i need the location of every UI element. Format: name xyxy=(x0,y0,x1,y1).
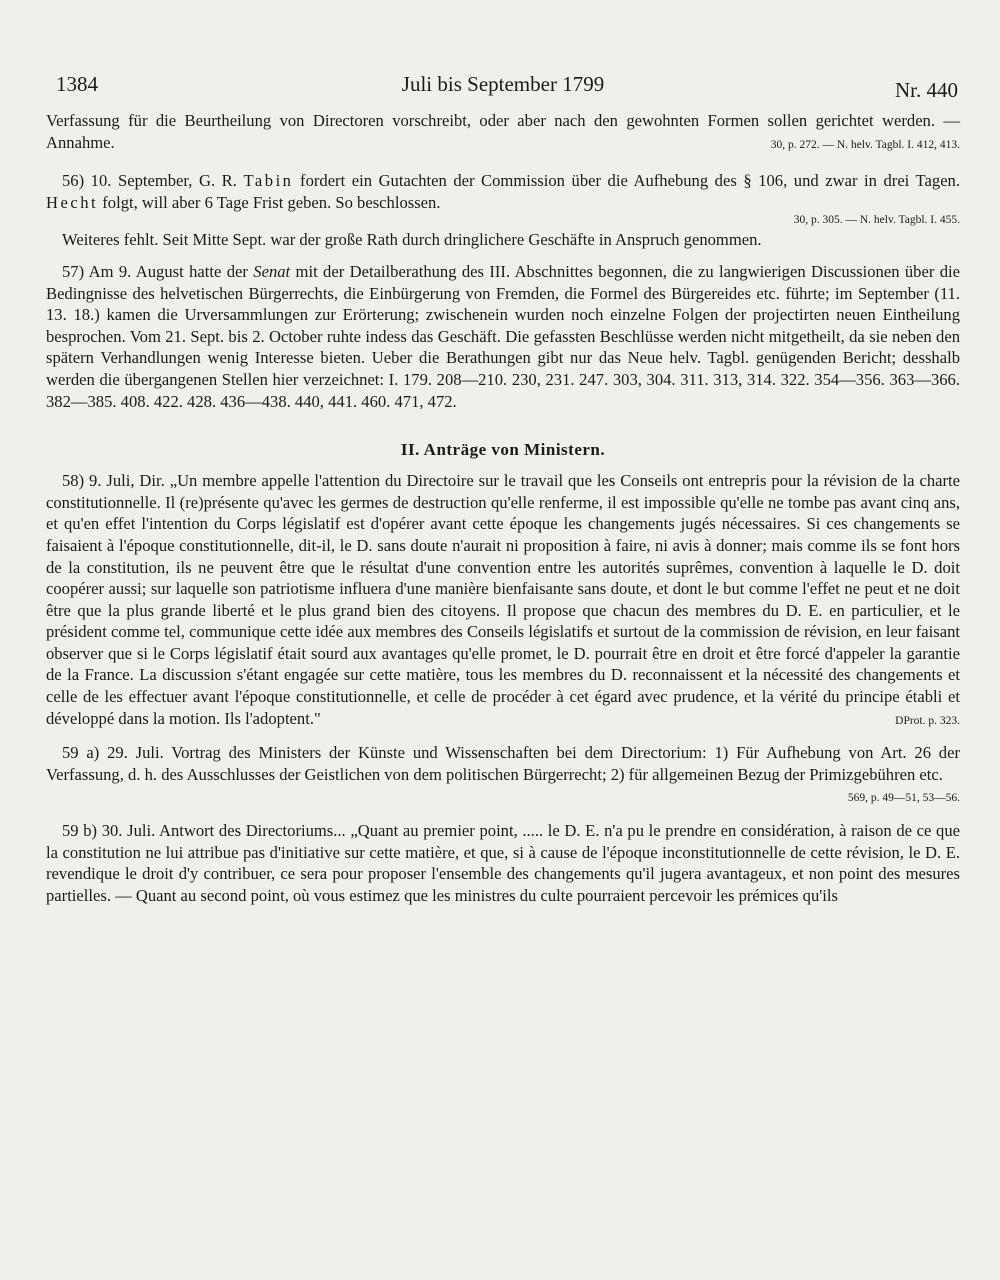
source-reference: 30, p. 272. — N. helv. Tagbl. I. 412, 413. xyxy=(770,138,960,151)
paragraph-text: Verfassung für die Beurtheilung von Directoren vorschreibt, oder aber nach den gewohnten Formen sollen gerichtet werden. — Annahme. xyxy=(46,111,960,152)
paragraph-lead: 57) Am 9. August hatte der xyxy=(62,261,248,281)
running-title: Juli bis September 1799 xyxy=(401,72,605,96)
paragraph-56 xyxy=(46,170,960,213)
source-reference: DProt. p. 323. xyxy=(895,714,960,727)
paragraph-weiteres xyxy=(46,229,960,251)
emphasis-senat: Senat xyxy=(253,261,291,281)
person-name: Hecht xyxy=(46,192,99,212)
paragraph-text: 58) 9. Juli, Dir. „Un membre appelle l'attention du Directoire sur le travail que les Conseils ont entrepris pour la révision de la charte constitutionnelle. Il (re)présente qu'avec les germes de destruction qu'elle renferme, il est impossible qu'elle ne tombe pas avant cinq ans, et qu'en effet l'intention du Corps législatif est d'opérer avant cette époque les changements jugés nécessaires. Si ces changements se faisaient à l'époque constitutionnelle, dit-il, le D. sans doute n'aurait ni proposition à faire, ni avis à donner; mais comme ils se font hors de la constitution, ils ne peuvent être que le résultat d'une convention entre les autorités suprêmes, convention à laquelle le D. doit coopérer aussi; sur laquelle son patriotisme influera d'une manière bienfaisante sans doute, et dont le but comme l'effet ne peut et ne doit être que la plus grande liberté et le plus grand bien des citoyens. Il propose que chacun des membres du D. E. en particulier, et le président comme tel, communique cette idée aux membres des Conseils législatifs et surtout de la commission de révision, en leur faisant observer que si le Corps législatif était sourd aux avantages qu'elle promet, le D. pourrait être en droit et être forcé d'appeler la garantie de la France. La discussion s'étant engagée sur cette matière, tous les membres du D. reconnaissent et la nécessité des changements et celle de les effectuer avant l'époque constitutionnelle, et celle de procéder à cet égard avec prudence, et la vérité du principe établi et développé dans la motion. Ils l'adoptent." xyxy=(46,471,960,728)
paragraph-continuation xyxy=(46,110,960,156)
person-name: Tabin xyxy=(243,171,294,191)
source-reference: 569, p. 49—51, 53—56. xyxy=(847,792,960,805)
source-reference: 30, p. 305. — N. helv. Tagbl. I. 455. xyxy=(793,214,960,227)
page-number: 1384 xyxy=(56,72,98,96)
document-number: Nr. 440 xyxy=(895,78,958,102)
paragraph-59b xyxy=(46,820,960,906)
paragraph-text: 59 a) 29. Juli. Vortrag des Ministers der Künste und Wissenschaften bei dem Directorium: 1) Für Aufhebung von Art. 26 der Verfassung, d. h. des Ausschlusses der Geistlichen von dem politischen Bürgerrecht; 2) für allgemeinen Bezug der Primizgebühren etc. xyxy=(46,743,960,784)
paragraph-text: 59 b) 30. Juli. Antwort des Directoriums... „Quant au premier point, ..... le D. E. n'a pu le prendre en considération, à raison de ce que la constitution ne lui attribue pas d'initiative sur cette matière, et que, si à cause de l'époque inconstitutionnelle de cette révision, le D. E. revendique le droit d'y contribuer, ce sera pour proposer l'ensemble des changements qu'il jugera avantageux, et non point des mesures partielles. — Quant au second point, où vous estimez que les ministres du culte pourraient percevoir les prémices qu'ils xyxy=(46,821,960,905)
page-header xyxy=(46,64,960,110)
paragraph-59a xyxy=(46,742,960,810)
paragraph-text: mit der Detailberathung des III. Abschnittes begonnen, die zu langwierigen Discussionen über die Bedingnisse des helvetischen Bürgerrechts, die Einbürgerung von Fremden, die Formel des Bürgereides etc. führte; im September (11. 13. 18.) kamen die Urversammlungen zur Erörterung; zwischenein wurden noch einzelne Folgen der projectirten neuen Eintheilung besprochen. Vom 21. Sept. bis 2. October ruhte indess das Geschäft. Die gefassten Beschlüsse werden nicht mitgetheilt, da sie neben den spätern Verhandlungen wenig Interesse bieten. Ueber die Berathungen gibt nur das Neue helv. Tagbl. genügenden Bericht; desshalb werden die übergangenen Stellen hier verzeichnet: I. 179. 208—210. 230, 231. 247. 303, 304. 311. 313, 314. 322. 354—356. 363—366. 382—385. 408. 422. 428. 436—438. 440, 441. 460. 471, 472. xyxy=(46,261,961,411)
paragraph-57 xyxy=(46,261,960,412)
paragraph-58 xyxy=(46,470,960,732)
paragraph-text: fordert ein Gutachten der Commission über die Aufhebung des § 106, und zwar in drei Tagen. xyxy=(300,171,960,191)
paragraph-lead: 56) 10. September, G. R. xyxy=(62,171,237,191)
paragraph-text: folgt, will aber 6 Tage Frist geben. So beschlossen. xyxy=(102,192,441,212)
section-heading: II. Anträge von Ministern. xyxy=(400,440,606,460)
paragraph-text: Weiteres fehlt. Seit Mitte Sept. war der große Rath durch dringlichere Geschäfte in Anspruch genommen. xyxy=(62,230,762,250)
